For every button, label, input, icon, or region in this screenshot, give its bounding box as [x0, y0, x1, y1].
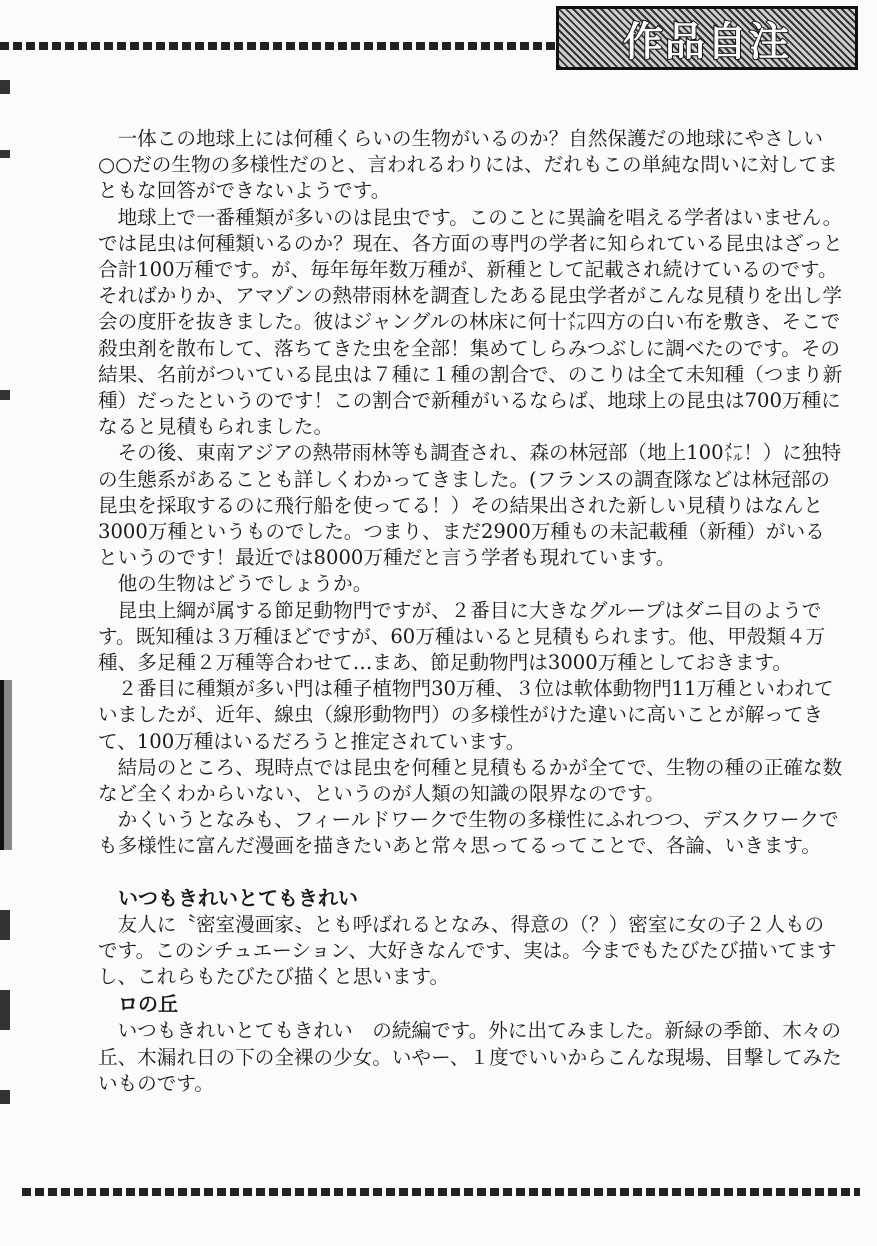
work-note: 友人に〝密室漫画家〟とも呼ばれるとなみ、得意の（？）密室に女の子２人ものです。このシチュエーション、大好きなんです、実は。今までもたびたび描いてますし、これらもたびたび描くと思います。 — [98, 912, 837, 989]
work-heading: ロの丘 — [118, 992, 178, 1017]
essay-paragraph: その後、東南アジアの熱帯雨林等も調査され、森の林冠部（地上100㍍！）に独特の生態系があることも詳しくわかってきました。(フランスの調査隊などは林冠部の昆虫を採取するのに飛行船を使ってる！）その結果出された新しい見積りはなんと3000万種というものでした。つまり、まだ2900万種もの未記載種（新種）がいるというのです！最近では8000万種だと言う学者も現れています。 — [98, 441, 842, 570]
bottom-dashed-rule — [22, 1188, 860, 1196]
edge-mark — [0, 990, 10, 1030]
essay-paragraph: 他の生物はどうでしょうか。 — [117, 572, 373, 596]
top-dashed-rule — [0, 42, 556, 50]
edge-mark — [0, 1090, 10, 1104]
edge-mark — [0, 910, 10, 940]
edge-mark — [0, 390, 10, 400]
edge-bar — [0, 680, 12, 850]
work-note: いつもきれいとてもきれい の続編です。外に出てみました。新緑の季節、木々の丘、木漏れ日の下の全裸の少女。いやー、１度でいいからこんな現場、目撃してみたいものです。 — [98, 1019, 842, 1095]
essay-paragraph: 結局のところ、現時点では昆虫を何種と見積もるかが全てで、生物の種の正確な数など全くわからいない、というのが人類の知識の限界なのです。 — [98, 755, 843, 806]
essay-paragraph: 一体この地球上には何種くらいの生物がいるのか？自然保護だの地球にやさしい○○だの生物の多様性だのと、言われるわりには、だれもこの単純な問いに対してまともな回答ができないようです。 — [98, 127, 838, 203]
edge-mark — [0, 150, 10, 158]
page-edge-bleed — [0, 60, 12, 1190]
essay-paragraph: 地球上で一番種類が多いのは昆虫です。このことに異論を唱える学者はいません。では昆虫は何種類いるのか？現在、各方面の専門の学者に知られている昆虫はざっと合計100万種です。が、毎年毎年数万種が、新種として記載され続けているのです。そればかりか、アマゾンの熱帯雨林を調査したある昆虫学者がこんな見積りを出し学会の度肝を抜きました。彼はジャングルの林床に何十㍍四方の白い布を敷き、そこで殺虫剤を散布して、落ちてきた虫を全部！集めてしらみつぶしに調べたのです。その結果、名前がついている昆虫は７種に１種の割合で、のこりは全て未知種（つまり新種）だったというのです！この割合で新種がいるならば、地球上の昆虫は700万種になると見積もられました。 — [98, 205, 843, 439]
essay-paragraph: かくいうとなみも、フィールドワークで生物の多様性にふれつつ、デスクワークでも多様性に富んだ漫画を描きたいあと常々思ってるってことで、各論、いきます。 — [98, 808, 839, 858]
section-title-banner — [556, 6, 858, 70]
essay-paragraph: 昆虫上綱が属する節足動物門ですが、２番目に大きなグループはダニ目のようです。既知種は３万種ほどですが、60万種はいると見積もられます。他、甲殻類４万種、多足種２万種等合わせて…まあ、節足動物門は3000万種としておきます。 — [98, 598, 826, 675]
essay-body — [98, 126, 843, 1097]
section-title: 作品自注 — [623, 18, 791, 65]
work-heading: いつもきれいとてもきれい — [118, 885, 358, 910]
edge-mark — [0, 80, 10, 94]
essay-paragraph: ２番目に種類が多い門は種子植物門30万種、３位は軟体動物門11万種といわれていましたが、近年、線虫（線形動物門）の多様性がけた違いに高いことが解ってきて、100万種はいるだろうと推定されています。 — [98, 677, 834, 753]
